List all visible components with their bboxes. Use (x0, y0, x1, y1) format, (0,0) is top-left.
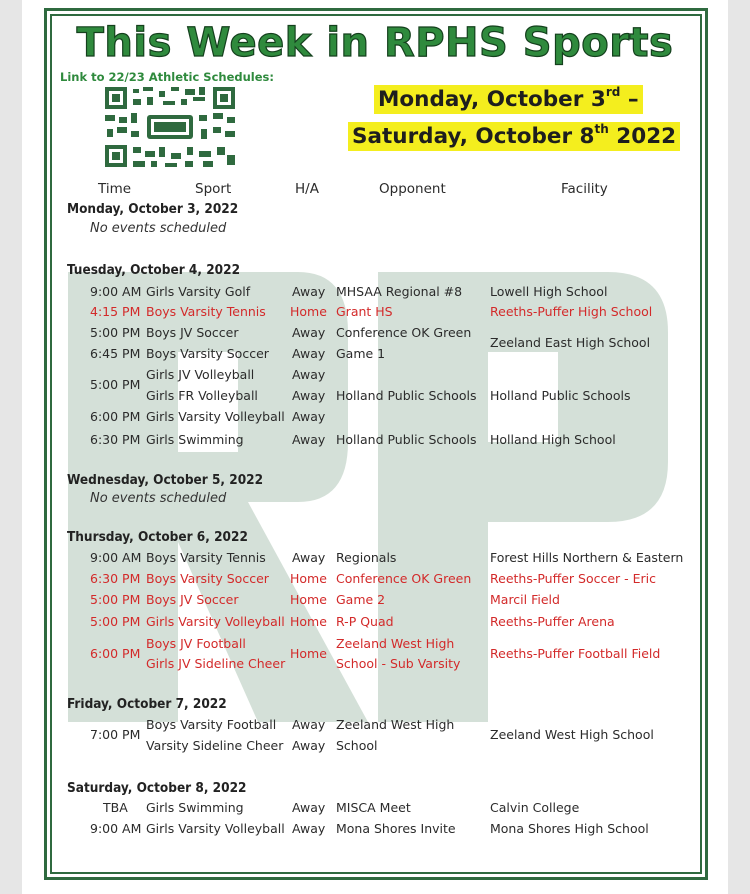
event-ha: Home (290, 592, 327, 607)
event-opponent: School (336, 738, 378, 753)
event-opponent: Mona Shores Invite (336, 821, 456, 836)
event-time: 4:15 PM (90, 304, 141, 319)
qr-code-icon[interactable] (103, 85, 237, 169)
event-time: 6:00 PM (90, 409, 141, 424)
event-ha: Away (292, 550, 326, 565)
event-time: 9:00 AM (90, 821, 142, 836)
event-opponent: Holland Public Schools (336, 388, 477, 403)
day-heading-monday: Monday, October 3, 2022 (67, 201, 239, 217)
event-facility: Holland High School (490, 432, 616, 447)
event-time: 5:00 PM (90, 377, 141, 392)
event-sport: Girls Varsity Volleyball (146, 614, 285, 629)
qr-caption: Link to 22/23 Athletic Schedules: (60, 70, 274, 84)
event-ha: Home (290, 614, 327, 629)
no-events-monday: No events scheduled (90, 221, 227, 236)
event-sport: Boys JV Soccer (146, 592, 239, 607)
event-time: 6:30 PM (90, 432, 141, 447)
event-time: 6:45 PM (90, 346, 141, 361)
event-sport: Girls Varsity Volleyball (146, 821, 285, 836)
event-opponent: Grant HS (336, 304, 393, 319)
event-opponent: MISCA Meet (336, 800, 411, 815)
event-facility: Reeths-Puffer High School (490, 304, 653, 319)
event-sport: Boys Varsity Soccer (146, 346, 269, 361)
event-opponent: Game 1 (336, 346, 386, 361)
event-ha: Home (290, 646, 327, 661)
day-heading-wednesday: Wednesday, October 5, 2022 (67, 472, 264, 488)
event-time: 7:00 PM (90, 727, 141, 742)
day-heading-tuesday: Tuesday, October 4, 2022 (67, 262, 241, 278)
event-opponent: Game 2 (336, 592, 386, 607)
event-sport: Girls Swimming (146, 432, 244, 447)
event-ha: Away (292, 432, 326, 447)
day-heading-thursday: Thursday, October 6, 2022 (67, 529, 248, 545)
event-time: 5:00 PM (90, 614, 141, 629)
event-ha: Away (292, 800, 326, 815)
event-time: 9:00 AM (90, 284, 142, 299)
event-facility: Mona Shores High School (490, 821, 649, 836)
event-opponent: R-P Quad (336, 614, 394, 629)
event-ha: Away (292, 738, 326, 753)
event-opponent: MHSAA Regional #8 (336, 284, 463, 299)
column-header-sport: Sport (195, 181, 232, 197)
event-time: 9:00 AM (90, 550, 142, 565)
event-ha: Away (292, 325, 326, 340)
event-sport: Girls FR Volleyball (146, 388, 258, 403)
event-opponent: Holland Public Schools (336, 432, 477, 447)
no-events-wednesday: No events scheduled (90, 491, 227, 506)
event-sport: Girls Varsity Golf (146, 284, 251, 299)
event-facility: Zeeland West High School (490, 727, 654, 742)
event-ha: Away (292, 717, 326, 732)
event-facility: Marcil Field (490, 592, 560, 607)
event-sport: Boys JV Football (146, 636, 246, 651)
event-facility: Calvin College (490, 800, 580, 815)
event-time: 6:30 PM (90, 571, 141, 586)
event-sport: Boys Varsity Tennis (146, 304, 266, 319)
event-opponent: School - Sub Varsity (336, 656, 461, 671)
event-opponent: Zeeland West High (336, 636, 455, 651)
event-facility: Holland Public Schools (490, 388, 631, 403)
date-range-start: Monday, October 3rd – (374, 85, 643, 114)
event-ha: Away (292, 409, 326, 424)
event-time: 6:00 PM (90, 646, 141, 661)
date-range-end: Saturday, October 8th 2022 (348, 122, 680, 151)
event-facility: Reeths-Puffer Arena (490, 614, 615, 629)
event-sport: Boys JV Soccer (146, 325, 239, 340)
event-facility: Reeths-Puffer Football Field (490, 646, 661, 661)
event-ha: Away (292, 367, 326, 382)
column-header-ha: H/A (295, 181, 319, 197)
event-time: TBA (103, 800, 128, 815)
event-ha: Away (292, 388, 326, 403)
event-opponent: Conference OK Green (336, 325, 472, 340)
event-time: 5:00 PM (90, 592, 141, 607)
event-sport: Girls JV Sideline Cheer (146, 656, 286, 671)
event-opponent: Conference OK Green (336, 571, 472, 586)
event-facility: Reeths-Puffer Soccer - Eric (490, 571, 657, 586)
event-sport: Girls Swimming (146, 800, 244, 815)
day-heading-saturday: Saturday, October 8, 2022 (67, 780, 247, 796)
page-title: This Week in RPHS Sports (76, 20, 674, 66)
event-sport: Boys Varsity Soccer (146, 571, 269, 586)
event-sport: Boys Varsity Tennis (146, 550, 266, 565)
day-heading-friday: Friday, October 7, 2022 (67, 696, 227, 712)
event-facility: Lowell High School (490, 284, 608, 299)
event-sport: Boys Varsity Football (146, 717, 277, 732)
event-facility: Zeeland East High School (490, 335, 651, 350)
event-time: 5:00 PM (90, 325, 141, 340)
event-sport: Varsity Sideline Cheer (146, 738, 284, 753)
column-header-opponent: Opponent (379, 181, 446, 197)
event-facility: Forest Hills Northern & Eastern (490, 550, 684, 565)
event-ha: Away (292, 821, 326, 836)
event-opponent: Zeeland West High (336, 717, 455, 732)
column-header-facility: Facility (561, 181, 608, 197)
event-ha: Home (290, 304, 327, 319)
event-ha: Home (290, 571, 327, 586)
event-sport: Girls JV Volleyball (146, 367, 255, 382)
event-ha: Away (292, 284, 326, 299)
event-opponent: Regionals (336, 550, 397, 565)
column-header-time: Time (98, 181, 132, 197)
event-sport: Girls Varsity Volleyball (146, 409, 285, 424)
event-ha: Away (292, 346, 326, 361)
